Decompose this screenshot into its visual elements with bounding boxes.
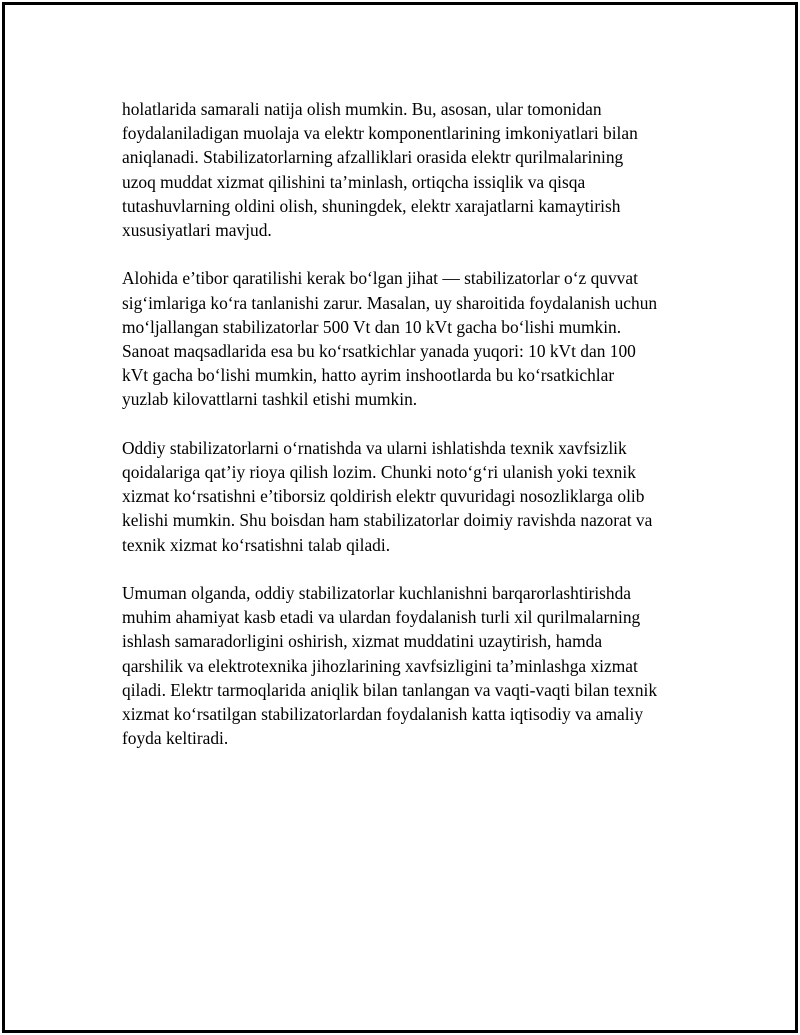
document-body [122, 97, 702, 775]
paragraph: holatlarida samarali natija olish mumkin. Bu, asosan, ular tomonidan foydalaniladigan muolaja va elektr komponentlarining imkoniyatlari bilan aniqlanadi. Stabilizatorlarning afzalliklari orasida elektr qurilmalarining uzoq muddat xizmat qilishini ta’minlash, ortiqcha issiqlik va qisqa tutashuvlarning oldini olish, shuningdek, elektr xarajatlarni kamaytirish xususiyatlari mavjud. [122, 99, 638, 241]
paragraph: Umuman olganda, oddiy stabilizatorlar kuchlanishni barqarorlashtirishda muhim ahamiyat kasb etadi va ulardan foydalanish turli xil qurilmalarning ishlash samaradorligini oshirish, xizmat muddatini uzaytirish, hamda qarshilik va elektrotexnika jihozlarining xavfsizligini ta’minlashga xizmat qiladi. Elektr tarmoqlarida aniqlik bilan tanlangan va vaqti-vaqti bilan texnik xizmat koʻrsatilgan stabilizatorlardan foydalanish katta iqtisodiy va amaliy foyda keltiradi. [122, 583, 658, 749]
paragraph: Oddiy stabilizatorlarni oʻrnatishda va ularni ishlatishda texnik xavfsizlik qoidalariga qat’iy rioya qilish lozim. Chunki notoʻgʻri ulanish yoki texnik xizmat koʻrsatishni e’tiborsiz qoldirish elektr quvuridagi nosozliklarga olib kelishi mumkin. Shu boisdan ham stabilizatorlar doimiy ravishda nazorat va texnik xizmat koʻrsatishni talab qiladi. [122, 437, 653, 555]
paragraph: Alohida e’tibor qaratilishi kerak boʻlgan jihat — stabilizatorlar oʻz quvvat sigʻimlariga koʻra tanlanishi zarur. Masalan, uy sharoitida foydalanish uchun moʻljallangan stabilizatorlar 500 Vt dan 10 kVt gacha boʻlishi mumkin. Sanoat maqsadlarida esa bu koʻrsatkichlar yanada yuqori: 10 kVt dan 100 kVt gacha boʻlishi mumkin, hatto ayrim inshootlarda bu koʻrsatkichlar yuzlab kilovattlarni tashkil etishi mumkin. [122, 268, 658, 410]
page-frame [2, 2, 798, 1033]
